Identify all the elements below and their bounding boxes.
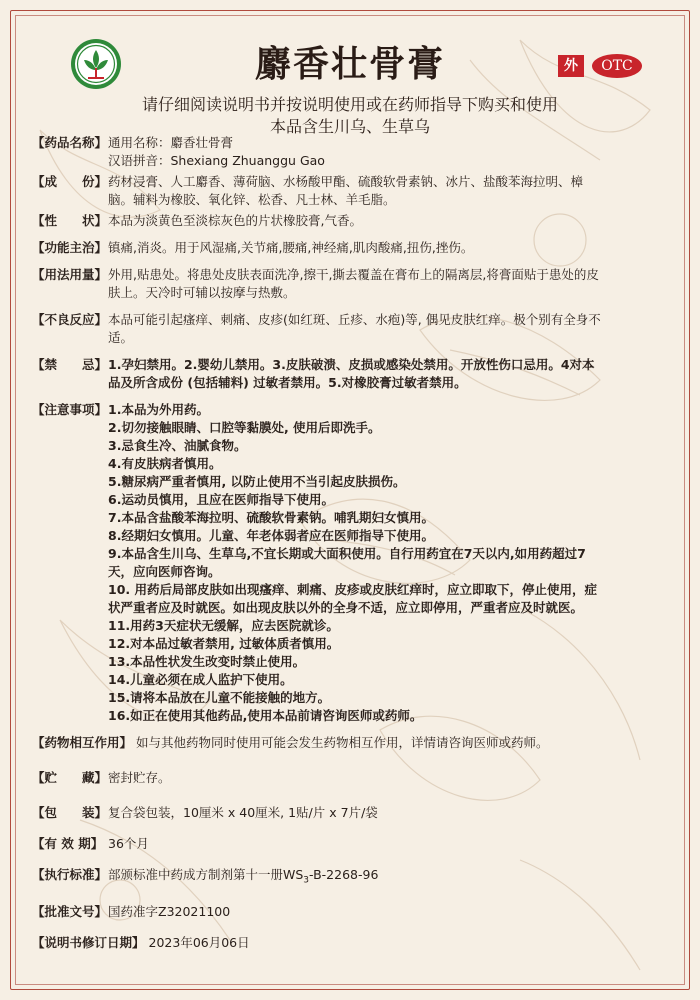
- section-label: 【不良反应】: [32, 312, 108, 327]
- validity-text: 36个月: [108, 836, 149, 851]
- section-standard: [32, 866, 672, 890]
- section-indications: [32, 239, 672, 257]
- precaution-item: 2.切勿接触眼睛、口腔等黏膜处, 使用后即洗手。: [108, 420, 381, 435]
- precaution-item: 天，应向医师咨询。: [108, 564, 221, 579]
- section-label: 【药品名称】: [32, 135, 108, 150]
- section-label: 【有 效 期】: [32, 836, 104, 851]
- section-label: 【贮 藏】: [32, 770, 108, 785]
- storage-text: 密封贮存。: [108, 770, 171, 785]
- section-drug-name: [32, 134, 672, 170]
- properties-text: 本品为淡黄色至淡棕灰色的片状橡胶膏,气香。: [108, 213, 362, 228]
- package-text: 复合袋包装，10厘米 x 40厘米, 1贴/片 x 7片/袋: [108, 805, 378, 820]
- section-usage: [32, 266, 672, 302]
- precaution-item: 5.糖尿病严重者慎用, 以防止使用不当引起皮肤损伤。: [108, 474, 406, 489]
- section-ingredients: [32, 173, 672, 209]
- precaution-item: 16.如正在使用其他药品,使用本品前请咨询医师或药师。: [108, 708, 423, 723]
- section-storage: [32, 769, 672, 787]
- precaution-item: 9.本品含生川乌、生草乌,不宜长期或大面积使用。自行用药宜在7天以内,如用药超过7: [108, 546, 586, 561]
- precaution-item: 6.运动员慎用，且应在医师指导下使用。: [108, 492, 334, 507]
- section-label: 【药物相互作用】: [32, 735, 133, 750]
- ingredients-line: 脑。辅料为橡胶、氧化锌、松香、凡士林、羊毛脂。: [108, 192, 396, 207]
- section-revision-date: [32, 934, 672, 952]
- section-label: 【功能主治】: [32, 240, 108, 255]
- insert-content: [32, 131, 672, 952]
- section-label: 【用法用量】: [32, 267, 108, 282]
- adverse-line: 适。: [108, 330, 134, 345]
- section-package: [32, 804, 672, 822]
- section-approval: [32, 903, 672, 921]
- ingredient-warning: 本品含生川乌、生草乌: [269, 117, 430, 136]
- precaution-item: 8.经期妇女慎用。儿童、年老体弱者应在医师指导下使用。: [108, 528, 434, 543]
- section-label: 【说明书修订日期】: [32, 934, 145, 950]
- section-adverse-reactions: [32, 311, 672, 347]
- precautions-list: [108, 401, 672, 725]
- section-label: 【批准文号】: [32, 903, 108, 919]
- usage-line: 肤上。天冷时可辅以按摩与热敷。: [108, 285, 296, 300]
- precaution-item: 7.本品含盐酸苯海拉明、硫酸软骨素钠。哺乳期妇女慎用。: [108, 510, 434, 525]
- precaution-item: 12.对本品过敏者禁用, 过敏体质者慎用。: [108, 636, 340, 651]
- section-properties: [32, 212, 672, 230]
- page-title: 麝香壮骨膏: [254, 44, 445, 85]
- contra-line: 品及所含成份 (包括辅料) 过敏者禁用。5.对橡胶膏过敏者禁用。: [108, 375, 467, 390]
- common-name: 通用名称：麝香壮骨膏: [108, 135, 234, 150]
- pinyin-name: 汉语拼音：Shexiang Zhuanggu Gao: [108, 153, 325, 168]
- usage-line: 外用,贴患处。将患处皮肤表面洗净,擦干,撕去覆盖在膏布上的隔离层,将膏面贴于患处的皮: [108, 267, 599, 282]
- precaution-item: 状严重者应及时就医。如出现皮肤以外的全身不适，应立即停用，严重者应及时就医。: [108, 600, 584, 615]
- precaution-item: 4.有皮肤病者慎用。: [108, 456, 222, 471]
- standard-text: 部颁标准中药成方制剂第十一册$WS_3-B-2268-96$: [108, 867, 379, 886]
- otc-badge: OTC: [592, 54, 642, 78]
- ingredients-line: 药材浸膏、人工麝香、薄荷脑、水杨酸甲酯、硫酸软骨素钠、冰片、盐酸苯海拉明、樟: [108, 174, 584, 189]
- precaution-item: 14.儿童必须在成人监护下使用。: [108, 672, 293, 687]
- external-use-badge: 外: [558, 55, 584, 77]
- section-label: 【性 状】: [32, 213, 108, 228]
- reading-advice: 请仔细阅读说明书并按说明使用或在药师指导下购买和使用: [141, 95, 558, 114]
- precaution-item: 3.忌食生冷、油腻食物。: [108, 438, 247, 453]
- precaution-item: 11.用药3天症状无缓解，应去医院就诊。: [108, 618, 339, 633]
- approval-text: 国药准字Z32021100: [108, 903, 231, 919]
- section-label: 【包 装】: [32, 805, 108, 820]
- precaution-item: 1.本品为外用药。: [108, 402, 209, 417]
- precaution-item: 13.本品性状发生改变时禁止使用。: [108, 654, 306, 669]
- interactions-text: 如与其他药物同时使用可能会发生药物相互作用，详情请咨询医师或药师。: [136, 735, 549, 750]
- revision-text: 2023年06月06日: [148, 934, 250, 950]
- adverse-line: 本品可能引起瘙痒、刺痛、皮疹(如红斑、丘疹、水疱)等, 偶见皮肤红痒。极个别有全身不: [108, 312, 601, 327]
- section-precautions: [32, 401, 672, 725]
- section-label: 【注意事项】: [32, 402, 108, 417]
- indications-text: 镇痛,消炎。用于风湿痛,关节痛,腰痛,神经痛,肌肉酸痛,扭伤,挫伤。: [108, 240, 474, 255]
- section-label: 【执行标准】: [32, 867, 108, 882]
- precaution-item: 10. 用药后局部皮肤如出现瘙痒、刺痛、皮疹或皮肤红痒时，应立即取下，停止使用，症: [108, 582, 597, 597]
- contra-line: 1.孕妇禁用。2.婴幼儿禁用。3.皮肤破溃、皮损或感染处禁用。开放性伤口忌用。4对本: [108, 357, 595, 372]
- section-interactions: [32, 734, 672, 752]
- section-label: 【成 份】: [32, 174, 108, 189]
- section-validity: [32, 835, 672, 853]
- section-contraindications: [32, 356, 672, 392]
- section-label: 【禁 忌】: [32, 357, 108, 372]
- precaution-item: 15.请将本品放在儿童不能接触的地方。: [108, 690, 331, 705]
